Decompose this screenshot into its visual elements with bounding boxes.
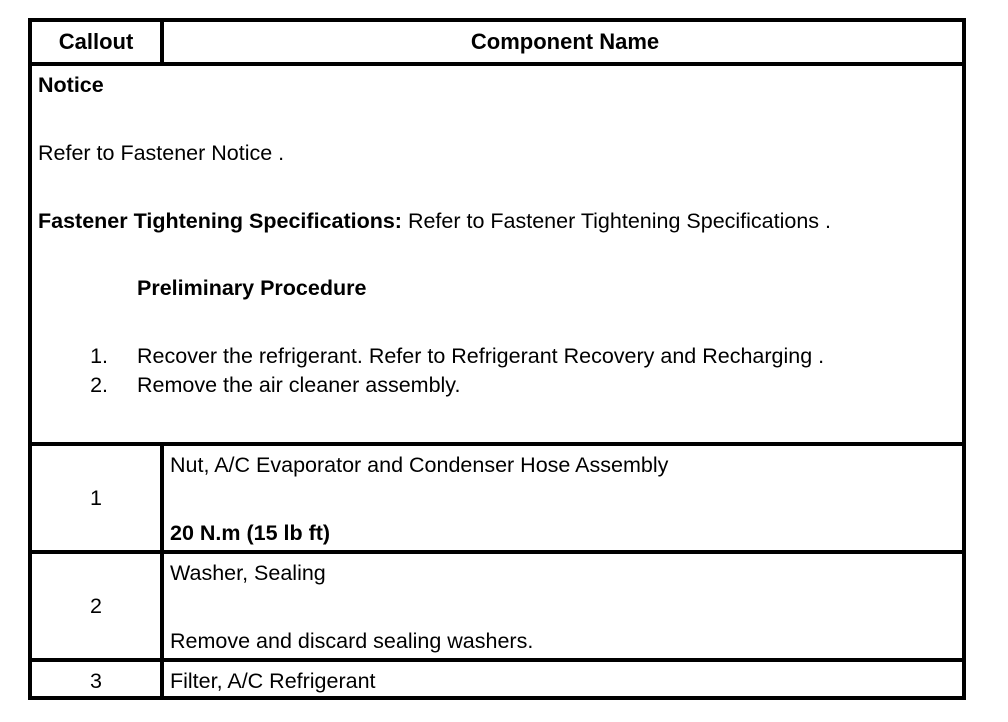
notice-text: Refer to Fastener Notice . [38,141,285,165]
step-number: 1. [90,344,108,368]
row-callout: 1 [90,486,102,510]
component-table [28,18,966,700]
procedure-title: Preliminary Procedure [137,276,367,300]
row-callout: 2 [90,594,102,618]
step-text: Remove the air cleaner assembly. [137,373,461,397]
row-divider [160,554,164,658]
step-text: Recover the refrigerant. Refer to Refrigerant Recovery and Recharging . [137,344,825,368]
table-row [32,446,962,550]
fastener-spec-label: Fastener Tightening Specifications: [38,209,402,233]
table-row [32,662,962,700]
fastener-spec-line [38,208,831,234]
header-divider [160,22,164,62]
row-callout: 3 [90,669,102,693]
row-divider [160,662,164,700]
notice-block [32,66,962,442]
header-component-name: Component Name [470,29,660,54]
row-torque-spec: 20 N.m (15 lb ft) [170,521,331,545]
step-number: 2. [90,373,108,397]
header-callout: Callout [58,29,134,54]
row-component-name: Filter, A/C Refrigerant [170,669,376,693]
row-note: Remove and discard sealing washers. [170,629,534,653]
table-row [32,554,962,658]
row-component-name: Washer, Sealing [170,561,326,585]
fastener-spec-text: Refer to Fastener Tightening Specifications . [401,209,832,233]
row-component-name: Nut, A/C Evaporator and Condenser Hose Assembly [170,453,669,477]
notice-title: Notice [38,73,104,97]
row-divider [160,446,164,550]
